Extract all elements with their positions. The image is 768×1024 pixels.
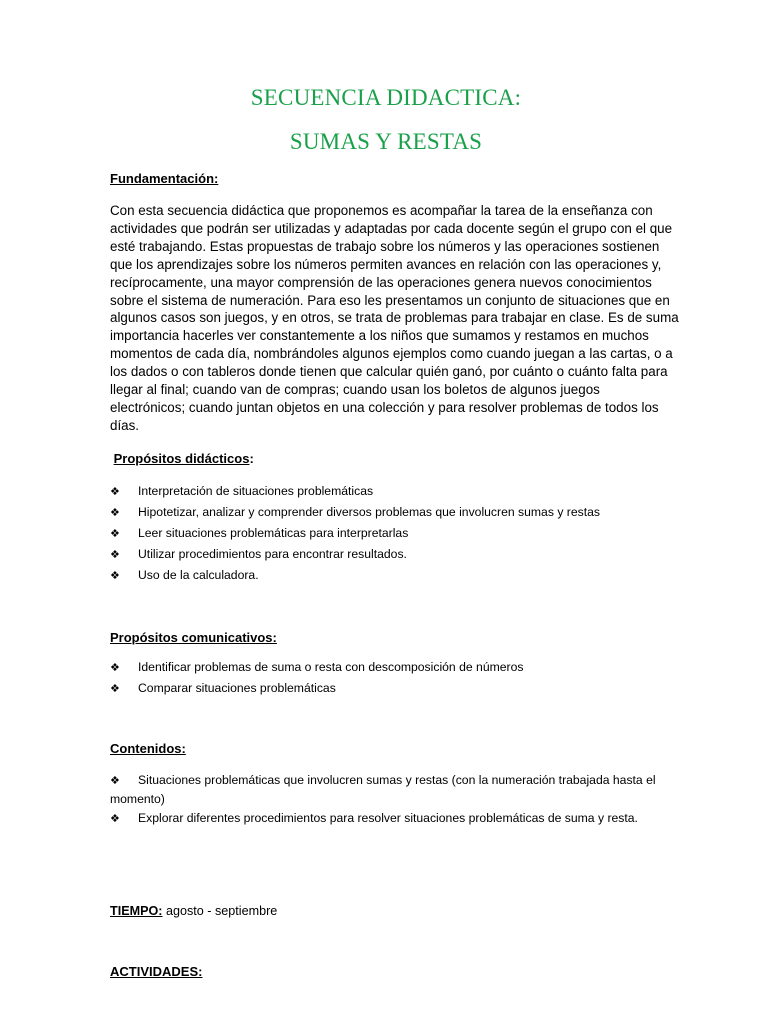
actividades-heading [110,965,202,978]
propositos-didacticos-heading [110,452,254,465]
diamond-bullet-icon: ❖ [110,485,120,498]
paragraph-line: que los aprendizajes sobre los números permiten avances en relación con las operaciones y, [110,256,662,272]
list-item-text: Situaciones problemáticas que involucren sumas y restas (con la numeración trabajada hasta el [138,773,656,787]
propositos-didacticos-heading-text: Propósitos didácticos [113,451,250,466]
paragraph-line: electrónicos; cuando juntan objetos en una colección y para resolver problemas de todos los [110,399,659,415]
tiempo-line [110,905,277,918]
fundamentacion-heading-text: Fundamentación: [110,171,219,186]
list-item [110,523,600,544]
list-item-text: Leer situaciones problemáticas para interpretarlas [138,526,409,540]
contenidos-item-1 [110,771,656,808]
contenidos-heading-text: Contenidos: [110,741,186,756]
list-item [110,678,523,699]
diamond-bullet-icon: ❖ [110,661,120,674]
list-item-text: Identificar problemas de suma o resta con descomposición de números [138,660,524,674]
paragraph-line: actividades que podrán ser utilizadas y adaptadas por cada docente según el grupo con el que [110,220,673,236]
diamond-bullet-icon: ❖ [110,682,120,695]
paragraph-line: importancia hacerles ver constantemente a los niños que sumamos y restamos en muchos [110,328,649,344]
diamond-bullet-icon: ❖ [110,548,120,561]
propositos-comunicativos-list [110,657,523,699]
propositos-didacticos-list [110,481,600,586]
list-item-text: Explorar diferentes procedimientos para resolver situaciones problemáticas de suma y resta. [138,811,638,825]
tiempo-value: agosto - septiembre [162,904,278,918]
tiempo-label: TIEMPO: [110,904,163,918]
diamond-bullet-icon: ❖ [110,506,120,519]
list-item [110,565,600,586]
diamond-bullet-icon: ❖ [110,812,120,825]
list-item [110,657,523,678]
propositos-comunicativos-heading [110,631,277,644]
list-item-text: Utilizar procedimientos para encontrar resultados. [138,547,407,561]
paragraph-line: recíprocamente, una mayor comprensión de las operaciones genera nuevos conocimientos [110,274,652,290]
paragraph-line: días. [110,417,140,433]
contenidos-item-2 [110,809,638,828]
list-item-text: Comparar situaciones problemáticas [138,681,336,695]
list-item-text: Uso de la calculadora. [138,568,259,582]
document-title-line1: SECUENCIA DIDACTICA: [250,85,522,110]
list-item-text: Hipotetizar, analizar y comprender diversos problemas que involucren sumas y restas [138,505,600,519]
list-item [110,544,600,565]
contenidos-heading [110,742,186,755]
fundamentacion-paragraph [110,202,718,435]
paragraph-line: Con esta secuencia didáctica que proponemos es acompañar la tarea de la enseñanza con [110,203,653,218]
paragraph-line: esté trabajando. Estas propuestas de trabajo sobre los números y las operaciones sostienen [110,238,660,254]
paragraph-line: momentos de cada día, nombrándoles algunos ejemplos como cuando juegan a las cartas, o a [110,346,673,362]
propositos-didacticos-colon: : [249,451,254,466]
list-item-text-continuation: momento) [110,792,165,806]
paragraph-line: llegar al final; cuando van de compras; cuando usan los boletos de algunos juegos [110,382,600,398]
diamond-bullet-icon: ❖ [110,569,120,582]
diamond-bullet-icon: ❖ [110,527,120,540]
fundamentacion-heading [110,172,218,185]
actividades-heading-text: ACTIVIDADES: [110,964,203,979]
propositos-comunicativos-heading-text: Propósitos comunicativos: [110,630,277,645]
diamond-bullet-icon: ❖ [110,774,120,787]
paragraph-line: sobre el sistema de numeración. Para eso les presentamos un conjunto de situaciones que en [110,292,670,308]
list-item [110,481,600,502]
list-item-text: Interpretación de situaciones problemáticas [138,484,374,498]
paragraph-line: los dados o con tableros donde tienen que calcular quién ganó, por cuánto o cuánto falta para [110,364,668,380]
list-item [110,502,600,523]
paragraph-line: algunos casos son juegos, y en otros, se trata de problemas para trabajar en clase. Es de suma [110,310,679,326]
document-title-line2: SUMAS Y RESTAS [289,129,483,154]
